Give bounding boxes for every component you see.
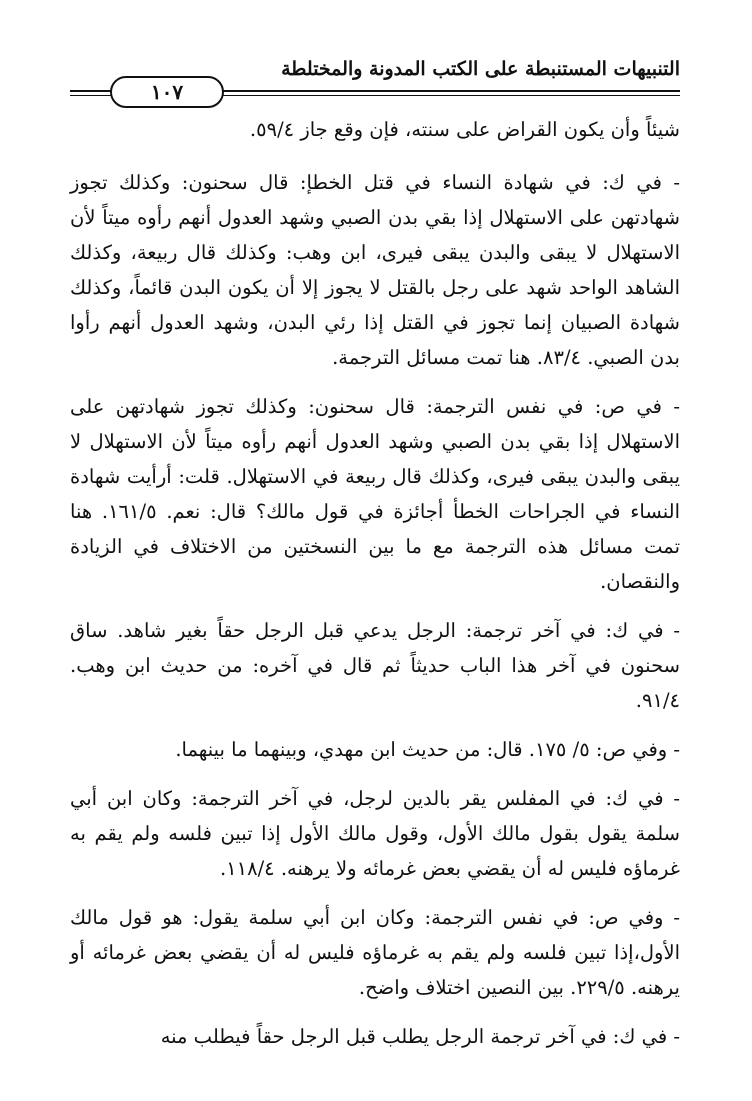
page-header xyxy=(70,52,680,102)
paragraph: شيئاً وأن يكون القراض على سنته، فإن وقع جاز ٥٩/٤. xyxy=(249,118,680,141)
paragraph: - في ك: في آخر ترجمة الرجل يطلب قبل الرجل حقاً فيطلب منه xyxy=(160,1025,680,1048)
paragraph: - في ك: في آخر ترجمة: الرجل يدعي قبل الرجل حقاً بغير شاهد. ساق سحنون في آخر هذا الباب حديثاً ثم قال في آخره: من حديث ابن وهب. ٩١/٤. xyxy=(70,619,680,712)
paragraph: - في ص: في نفس الترجمة: قال سحنون: وكذلك تجوز شهادتهن على الاستهلال إذا بقي بدن الصبي وشهد العدول أنهم رأوه ميتاً لأن الاستهلال لا يبقى والبدن يبقى فيرى، وكذلك قال ربيعة في الاستهلال. قلت: أرأيت شهادة النساء في الجراحات الخطأ أجائزة في قول مالك؟ قال: نعم. ١٦١/٥. هنا تمت مسائل هذه الترجمة مع ما بين النسختين من الاختلاف في الزيادة والنقصان. xyxy=(70,395,680,593)
paragraph: - في ك: في شهادة النساء في قتل الخطإ: قال سحنون: وكذلك تجوز شهادتهن على الاستهلال إذا بقي بدن الصبي وشهد العدول أنهم رأوه ميتاً لأن الاستهلال لا يبقى والبدن يبقى فيرى، ابن وهب: وكذلك قال ربيعة، وكذلك الشاهد الواحد شهد على رجل بالقتل لا يجوز إلا أن يكون البدن قائماً، وكذلك شهادة الصبيان إنما تجوز في القتل إذا رئي البدن، وشهد العدول أنهم رأوا بدن الصبي. ٨٣/٤. هنا تمت مسائل الترجمة. xyxy=(70,171,680,369)
paragraph: - وفي ص: ٥/ ١٧٥. قال: من حديث ابن مهدي، وبينهما ما بينهما. xyxy=(175,738,680,761)
paragraph: - في ك: في المفلس يقر بالدين لرجل، في آخر الترجمة: وكان ابن أبي سلمة يقول بقول مالك الأول، وقول مالك الأول إذا تبين فلسه ولم يقم به غرماؤه فليس له أن يقضي بعض غرمائه ولا يرهنه. ١١٨/٤. xyxy=(70,787,680,880)
paragraph: - وفي ص: في نفس الترجمة: وكان ابن أبي سلمة يقول: هو قول مالك الأول،إذا تبين فلسه ولم يقم به غرماؤه فليس له أن يقضي بعض غرمائه أو يرهنه. ٢٢٩/٥. بين النصين اختلاف واضح. xyxy=(70,906,680,999)
page-number: ١٠٧ xyxy=(110,76,224,108)
running-title: التنبيهات المستنبطة على الكتب المدونة والمختلطة xyxy=(281,58,680,80)
page-body xyxy=(70,112,680,1068)
